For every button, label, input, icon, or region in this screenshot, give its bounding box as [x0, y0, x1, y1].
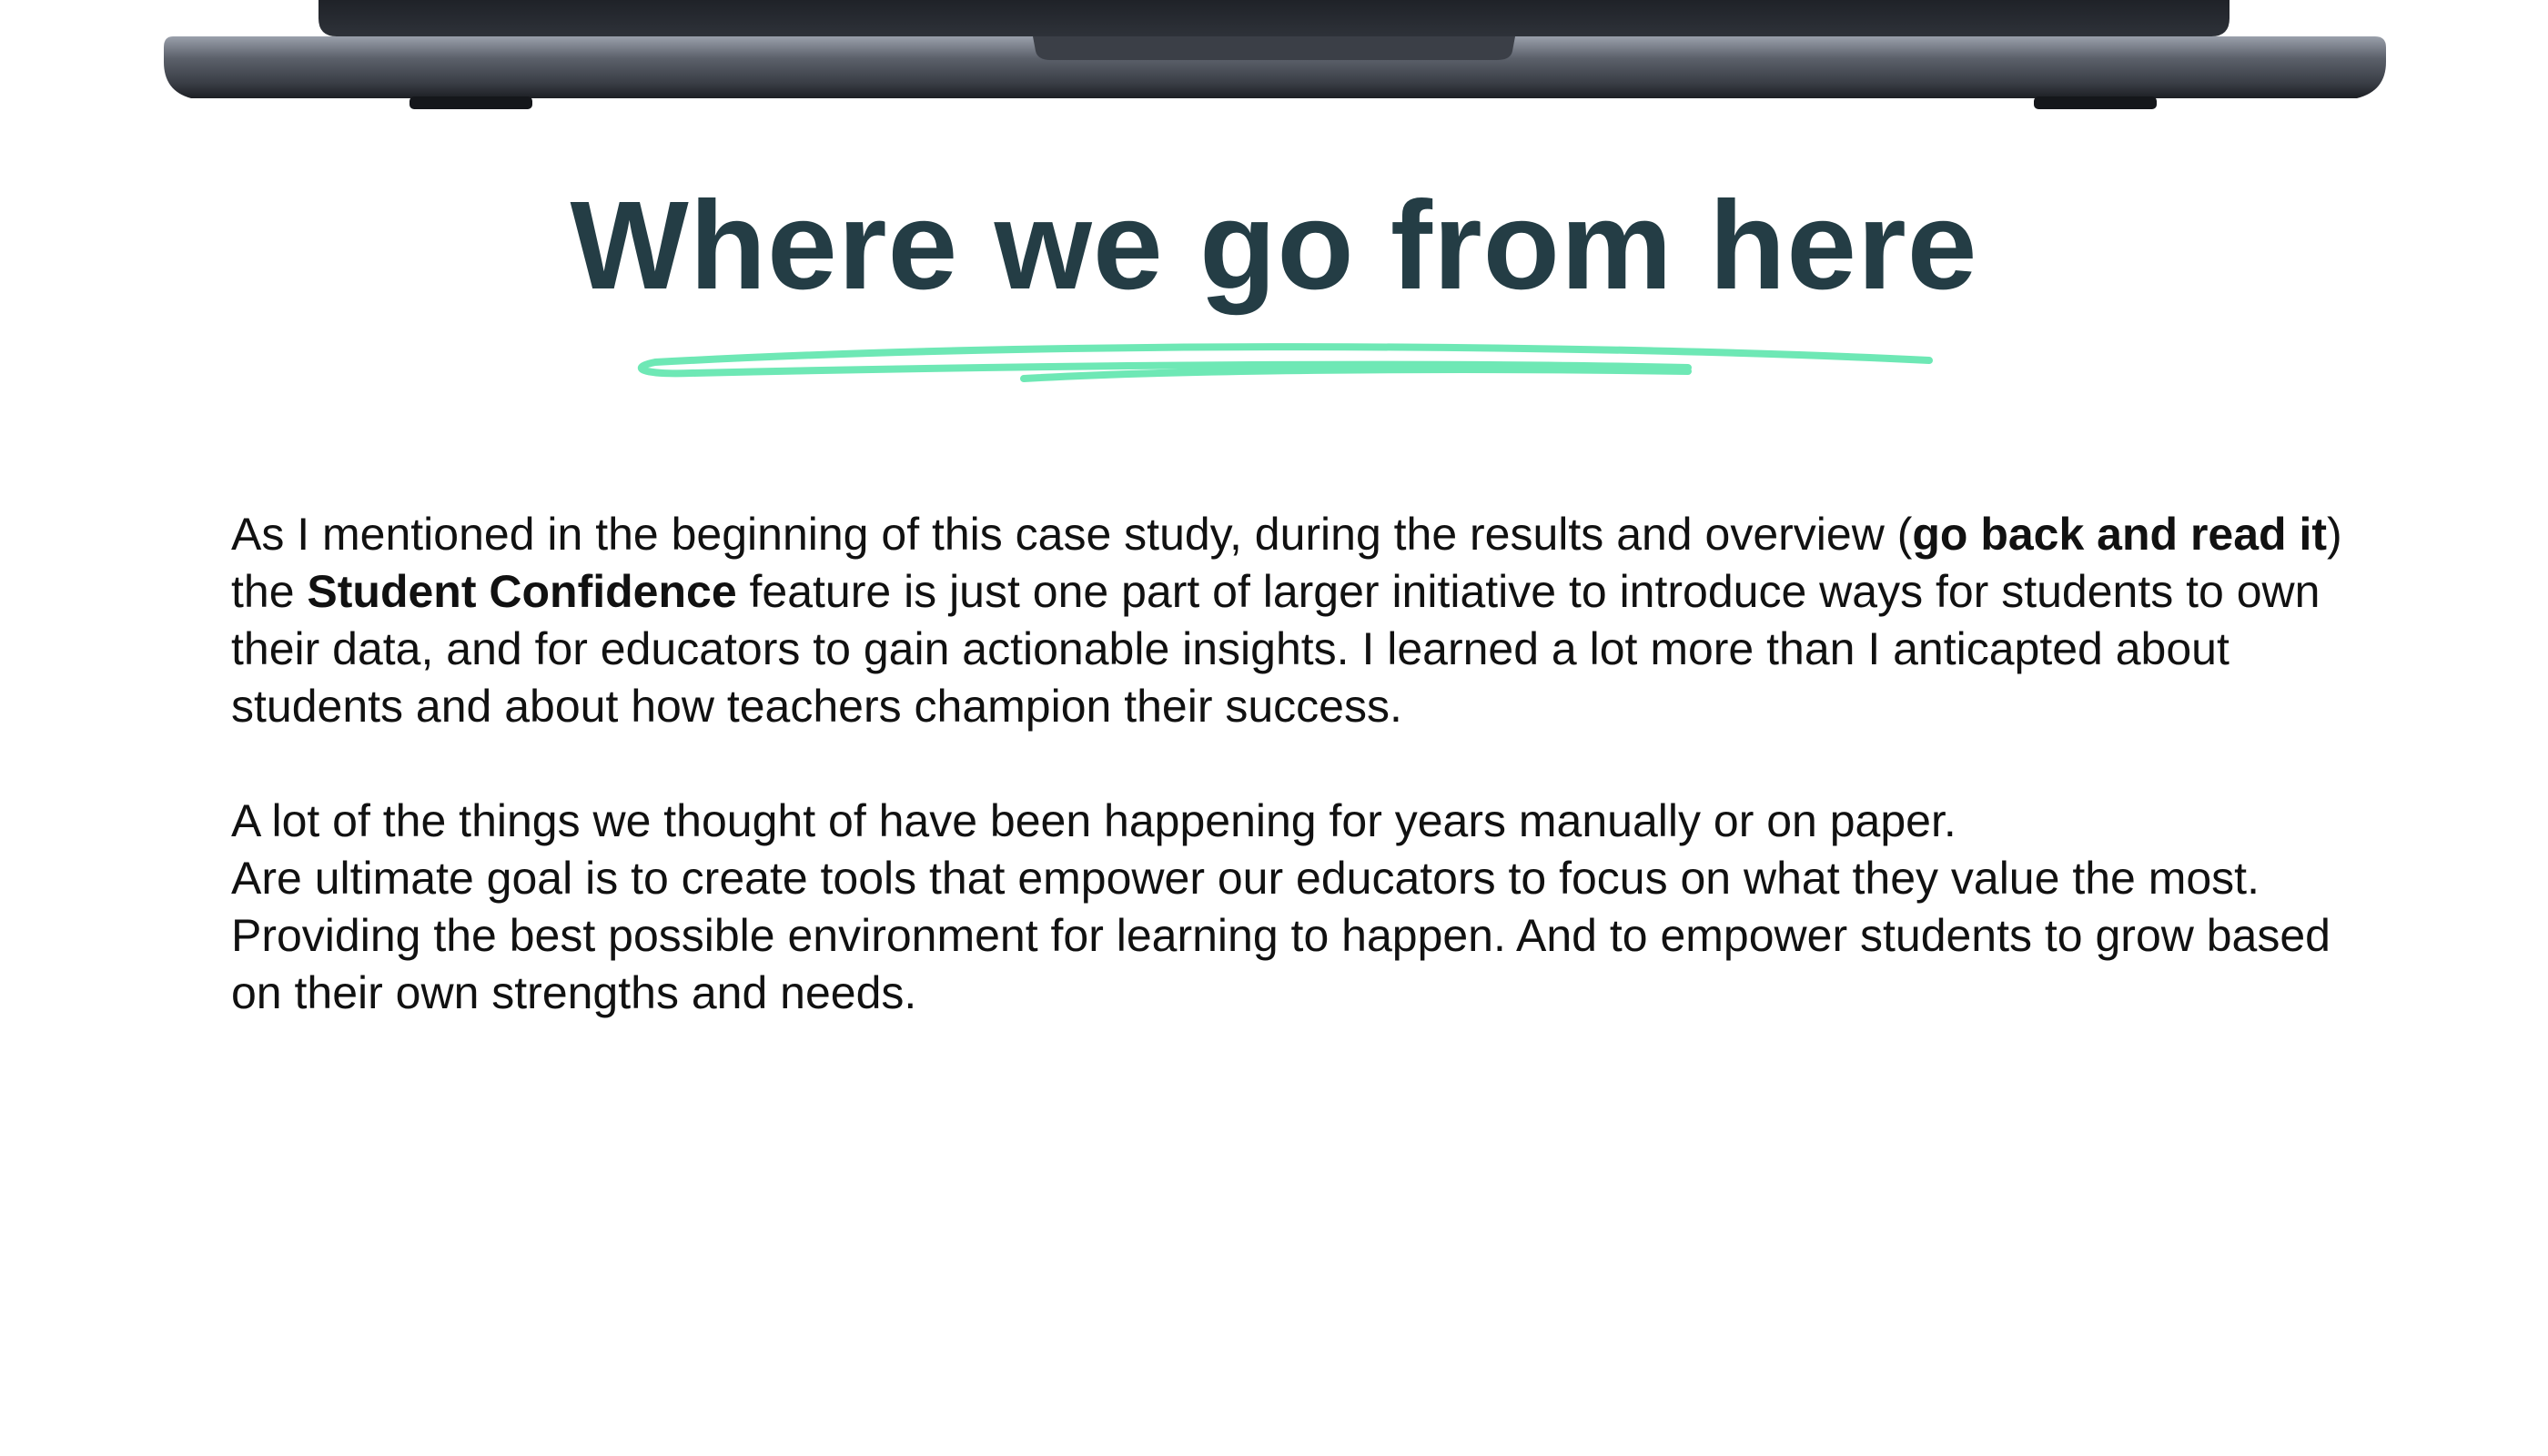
paragraph-one-text: feature is just one part of larger initiative to introduce ways for students to own their data, and for educators to gain actionable insights. I learned a lot more than I anticapted about students and about how teachers champion their success.: [231, 566, 2320, 732]
paragraph-one-text: ) the: [231, 509, 2342, 617]
page-title: Where we go from here: [570, 176, 1978, 316]
laptop-base-icon: [0, 0, 2548, 118]
scribble-underline-icon: [0, 328, 2548, 419]
paragraph-two-line-two: Are ultimate goal is to create tools that empower our educators to focus on what they value the most. Providing the best possible environment for learning to happen. And to empower students to grow based on their own strengths and needs.: [231, 853, 2331, 1018]
go-back-emphasis: go back and read it: [1912, 509, 2328, 560]
body-text: [231, 506, 2342, 1022]
paragraph-one: [231, 506, 2342, 735]
paragraph-one-text: As I mentioned in the beginning of this case study, during the results and overview (: [231, 509, 1913, 560]
paragraph-two: [231, 793, 2342, 1022]
paragraph-two-line-one: A lot of the things we thought of have been happening for years manually or on paper.: [231, 795, 1956, 846]
student-confidence-emphasis: Student Confidence: [307, 566, 737, 617]
